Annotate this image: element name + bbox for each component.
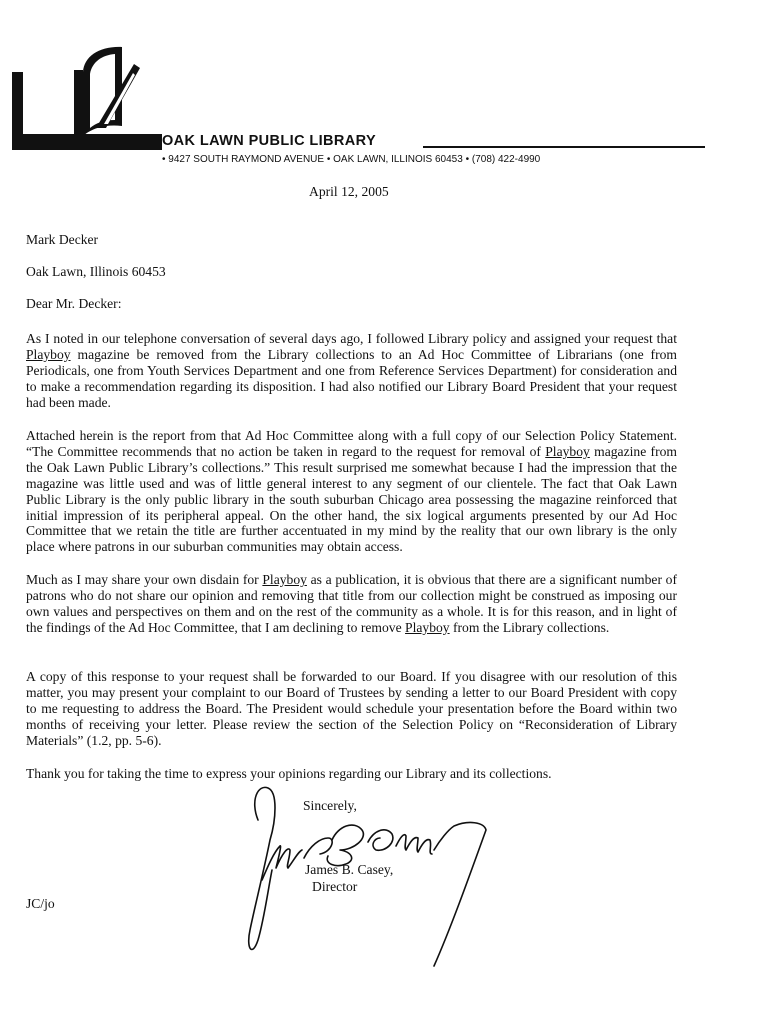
paragraph-3: Much as I may share your own disdain for Playboy as a publication, it is obvious that there are a significant number of patrons who do not share our opinion and removing that title from our collection might be construed as imposing our own values and perspectives on them and on the rest of the community as a whole. It is for this reason, and in light of the findings of the Ad Hoc Committee, that I am declining to remove Playboy from the Library collections. (26, 572, 677, 635)
signer-name: James B. Casey, (305, 862, 394, 877)
paragraph-1: As I noted in our telephone conversation of several days ago, I followed Library policy and assigned your request that Playboy magazine be removed from the Library collections to an Ad Hoc Committee of Librarians (one from Periodicals, one from Youth Services Department and one from Reference Services Department) for consideration and to make a recommendation regarding its disposition. I had also notified our Library Board President that your request had been made. (26, 331, 677, 410)
letter-date: April 12, 2005 (309, 184, 389, 199)
signer-title: Director (312, 879, 358, 894)
header-rule (423, 146, 705, 148)
reference-initials: JC/jo (26, 896, 55, 911)
title-underline: Playboy (26, 346, 71, 362)
recipient-city: Oak Lawn, Illinois 60453 (26, 264, 166, 279)
paragraph-2: Attached herein is the report from that Ad Hoc Committee along with a full copy of our Selection Policy Statement. “The Committee recommends that no action be taken in regard to the request for removal of Playboy magazine from the Oak Lawn Public Library’s collections.” This result surprised me somewhat because I had the impression that the magazine was little used and was of little general interest to any segment of our clientele. The fact that Oak Lawn Public Library is the only public library in the south suburban Chicago area possessing the magazine reinforced that initial impression of its peripheral appeal. On the other hand, the six logical arguments presented by our Ad Hoc Committee that we retain the title are further accentuated in my mind by the reality that our own library is the only place where patrons in our suburban communities may obtain access. (26, 428, 677, 555)
title-underline: Playboy (545, 443, 590, 459)
paragraph-5: Thank you for taking the time to express your opinions regarding our Library and its collections. (26, 766, 552, 781)
library-address: • 9427 SOUTH RAYMOND AVENUE • OAK LAWN, ILLINOIS 60453 • (708) 422-4990 (162, 154, 541, 165)
title-underline: Playboy (262, 572, 307, 587)
closing: Sincerely, (303, 798, 357, 813)
salutation: Dear Mr. Decker: (26, 296, 122, 311)
title-underline: Playboy (405, 619, 450, 635)
recipient-name: Mark Decker (26, 232, 99, 247)
paragraph-4: A copy of this response to your request shall be forwarded to our Board. If you disagree with our resolution of this matter, you may present your complaint to our Board of Trustees by sending a letter to our Board President with copy to me requesting to address the Board. The President would schedule your presentation before the Board within two months of receiving your letter. Please review the section of the Selection Policy on “Reconsideration of Library Materials” (1.2, pp. 5-6). (26, 669, 677, 748)
library-name: OAK LAWN PUBLIC LIBRARY (162, 133, 377, 149)
open-book-logo-icon (12, 44, 162, 150)
